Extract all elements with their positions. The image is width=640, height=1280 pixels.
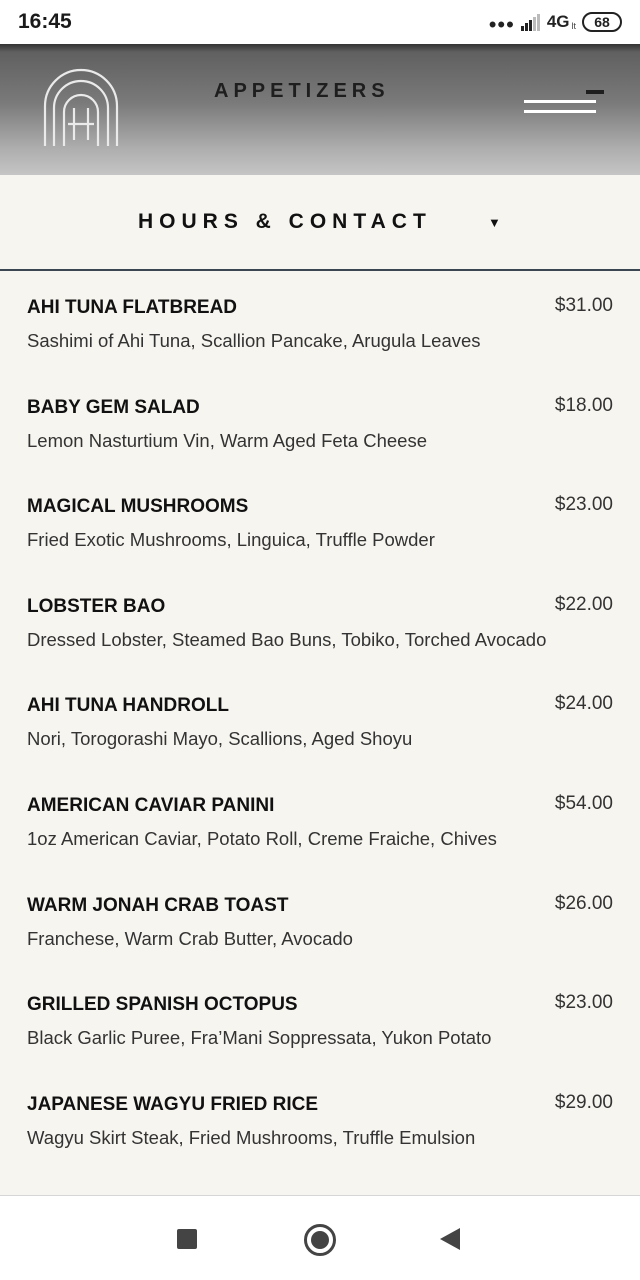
item-name: GRILLED SPANISH OCTOPUS [27, 994, 298, 1016]
network-type: 4G [546, 12, 570, 31]
item-description: Black Garlic Puree, Fra’Mani Soppressata, Yukon Potato [27, 1027, 492, 1049]
item-name: MAGICAL MUSHROOMS [27, 496, 249, 518]
item-name: BABY GEM SALAD [27, 396, 200, 418]
item-price: $18.00 [554, 394, 613, 416]
item-description: Lemon Nasturtium Vin, Warm Aged Feta Cheese [27, 429, 427, 451]
menu-item[interactable] [0, 870, 640, 970]
item-name: LOBSTER BAO [27, 595, 166, 617]
menu-item[interactable] [0, 670, 640, 770]
item-description: Dressed Lobster, Steamed Bao Buns, Tobiko, Torched Avocado [27, 628, 547, 650]
status-time: 16:45 [18, 10, 72, 33]
menu-item[interactable] [0, 372, 640, 472]
item-description: Fried Exotic Mushrooms, Linguica, Truffle Powder [27, 529, 435, 551]
notification-dots-icon: ••• [488, 12, 515, 37]
system-nav-bar [0, 1195, 640, 1280]
item-price: $22.00 [554, 593, 613, 615]
signal-strength-icon [521, 13, 541, 31]
item-name: JAPANESE WAGYU FRIED RICE [27, 1093, 319, 1115]
header-shadow [0, 44, 640, 52]
item-price: $24.00 [554, 693, 613, 715]
item-name: AHI TUNA HANDROLL [27, 695, 229, 717]
item-description: 1oz American Caviar, Potato Roll, Creme Fraiche, Chives [27, 827, 497, 849]
app-header [0, 44, 640, 175]
network-subtype: lt [571, 21, 576, 31]
hours-contact-dropdown[interactable] [0, 175, 640, 271]
item-price: $31.00 [554, 295, 613, 316]
hours-contact-label: HOURS & CONTACT [138, 210, 432, 233]
item-name: WARM JONAH CRAB TOAST [27, 894, 289, 916]
menu-list [0, 272, 640, 1168]
page-title: APPETIZERS [214, 80, 390, 102]
item-description: Franchese, Warm Crab Butter, Avocado [27, 927, 353, 949]
item-price: $23.00 [554, 992, 613, 1014]
arch-monogram-logo[interactable] [40, 68, 122, 148]
item-description: Nori, Torogorashi Mayo, Scallions, Aged Shoyu [27, 728, 413, 750]
menu-item[interactable] [0, 969, 640, 1069]
status-indicators [488, 10, 622, 37]
item-price: $23.00 [554, 494, 613, 516]
menu-item[interactable] [0, 1069, 640, 1169]
menu-item[interactable] [0, 272, 640, 372]
home-circle-icon[interactable] [304, 1224, 336, 1256]
menu-item[interactable] [0, 770, 640, 870]
item-name: AMERICAN CAVIAR PANINI [27, 794, 275, 816]
menu-item[interactable] [0, 571, 640, 671]
back-triangle-icon[interactable] [440, 1228, 460, 1250]
item-price: $54.00 [554, 792, 613, 814]
item-price: $26.00 [554, 892, 613, 914]
item-name: AHI TUNA FLATBREAD [27, 297, 238, 318]
menu-item[interactable] [0, 471, 640, 571]
item-description: Wagyu Skirt Steak, Fried Mushrooms, Truffle Emulsion [27, 1126, 476, 1148]
item-price: $29.00 [554, 1091, 613, 1113]
status-bar [0, 0, 640, 44]
hamburger-menu-icon[interactable] [518, 84, 608, 124]
recents-square-icon[interactable] [177, 1229, 197, 1249]
item-description: Sashimi of Ahi Tuna, Scallion Pancake, Arugula Leaves [27, 330, 481, 351]
caret-down-icon: ▼ [488, 215, 501, 230]
battery-icon: 68 [582, 12, 622, 32]
